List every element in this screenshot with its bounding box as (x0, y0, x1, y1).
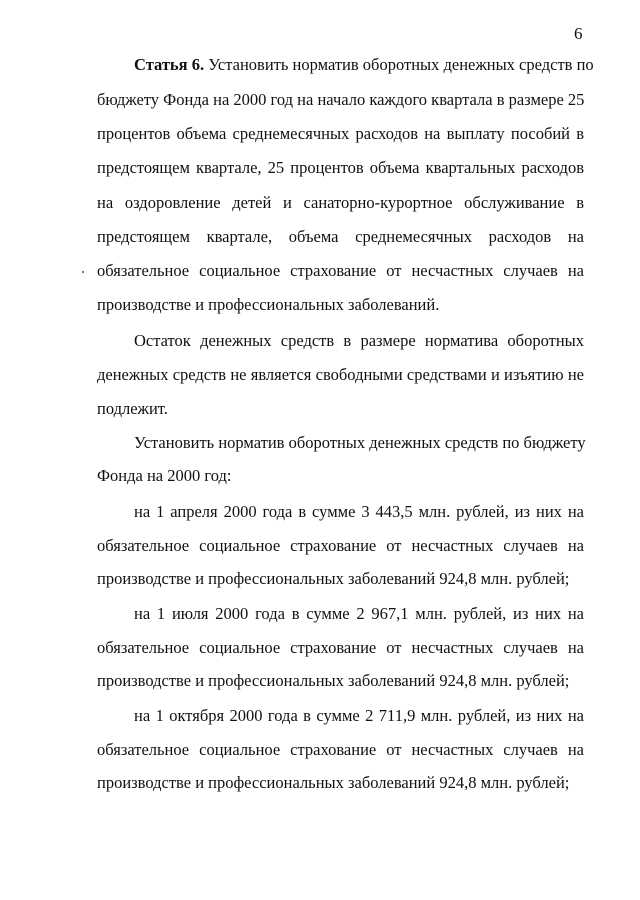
paragraph3-line-1: Установить норматив оборотных денежных средств по бюджету (134, 433, 586, 452)
item-july-line-2: обязательное социальное страхование от несчастных случаев на (97, 638, 584, 657)
item-april-line-3: производстве и профессиональных заболеваний 924,8 млн. рублей; (97, 569, 570, 588)
item-july-line-3: производстве и профессиональных заболеваний 924,8 млн. рублей; (97, 671, 570, 690)
article-line-3: процентов объема среднемесячных расходов на выплату пособий в (97, 124, 584, 143)
item-july-line-1: на 1 июля 2000 года в сумме 2 967,1 млн. рублей, из них на (134, 604, 584, 623)
paragraph2-line-1: Остаток денежных средств в размере норматива оборотных (134, 331, 584, 350)
article-line-6: предстоящем квартале, объема среднемесячных расходов на (97, 227, 584, 246)
item-october-line-1: на 1 октября 2000 года в сумме 2 711,9 млн. рублей, из них на (134, 706, 584, 725)
item-april-line-1: на 1 апреля 2000 года в сумме 3 443,5 млн. рублей, из них на (134, 502, 584, 521)
article-line-5: на оздоровление детей и санаторно-курортное обслуживание в (97, 193, 584, 212)
article-line-8: производстве и профессиональных заболеваний. (97, 295, 440, 314)
item-october-line-3: производстве и профессиональных заболеваний 924,8 млн. рублей; (97, 773, 570, 792)
article-line-1: Установить норматив оборотных денежных средств по (208, 55, 594, 74)
page-number: 6 (574, 24, 583, 43)
paragraph2-line-3: подлежит. (97, 399, 168, 418)
paragraph3-line-2: Фонда на 2000 год: (97, 466, 232, 485)
item-october-line-2: обязательное социальное страхование от несчастных случаев на (97, 740, 584, 759)
item-april-line-2: обязательное социальное страхование от несчастных случаев на (97, 536, 584, 555)
article-line-2: бюджету Фонда на 2000 год на начало каждого квартала в размере 25 (97, 90, 585, 109)
stray-mark (82, 271, 84, 273)
paragraph2-line-2: денежных средств не является свободными средствами и изъятию не (97, 365, 584, 384)
article-line-7: обязательное социальное страхование от несчастных случаев на (97, 261, 584, 280)
article-label: Статья 6. (134, 55, 205, 74)
article-first-line (134, 55, 594, 75)
article-line-4: предстоящем квартале, 25 процентов объема квартальных расходов (97, 158, 584, 177)
